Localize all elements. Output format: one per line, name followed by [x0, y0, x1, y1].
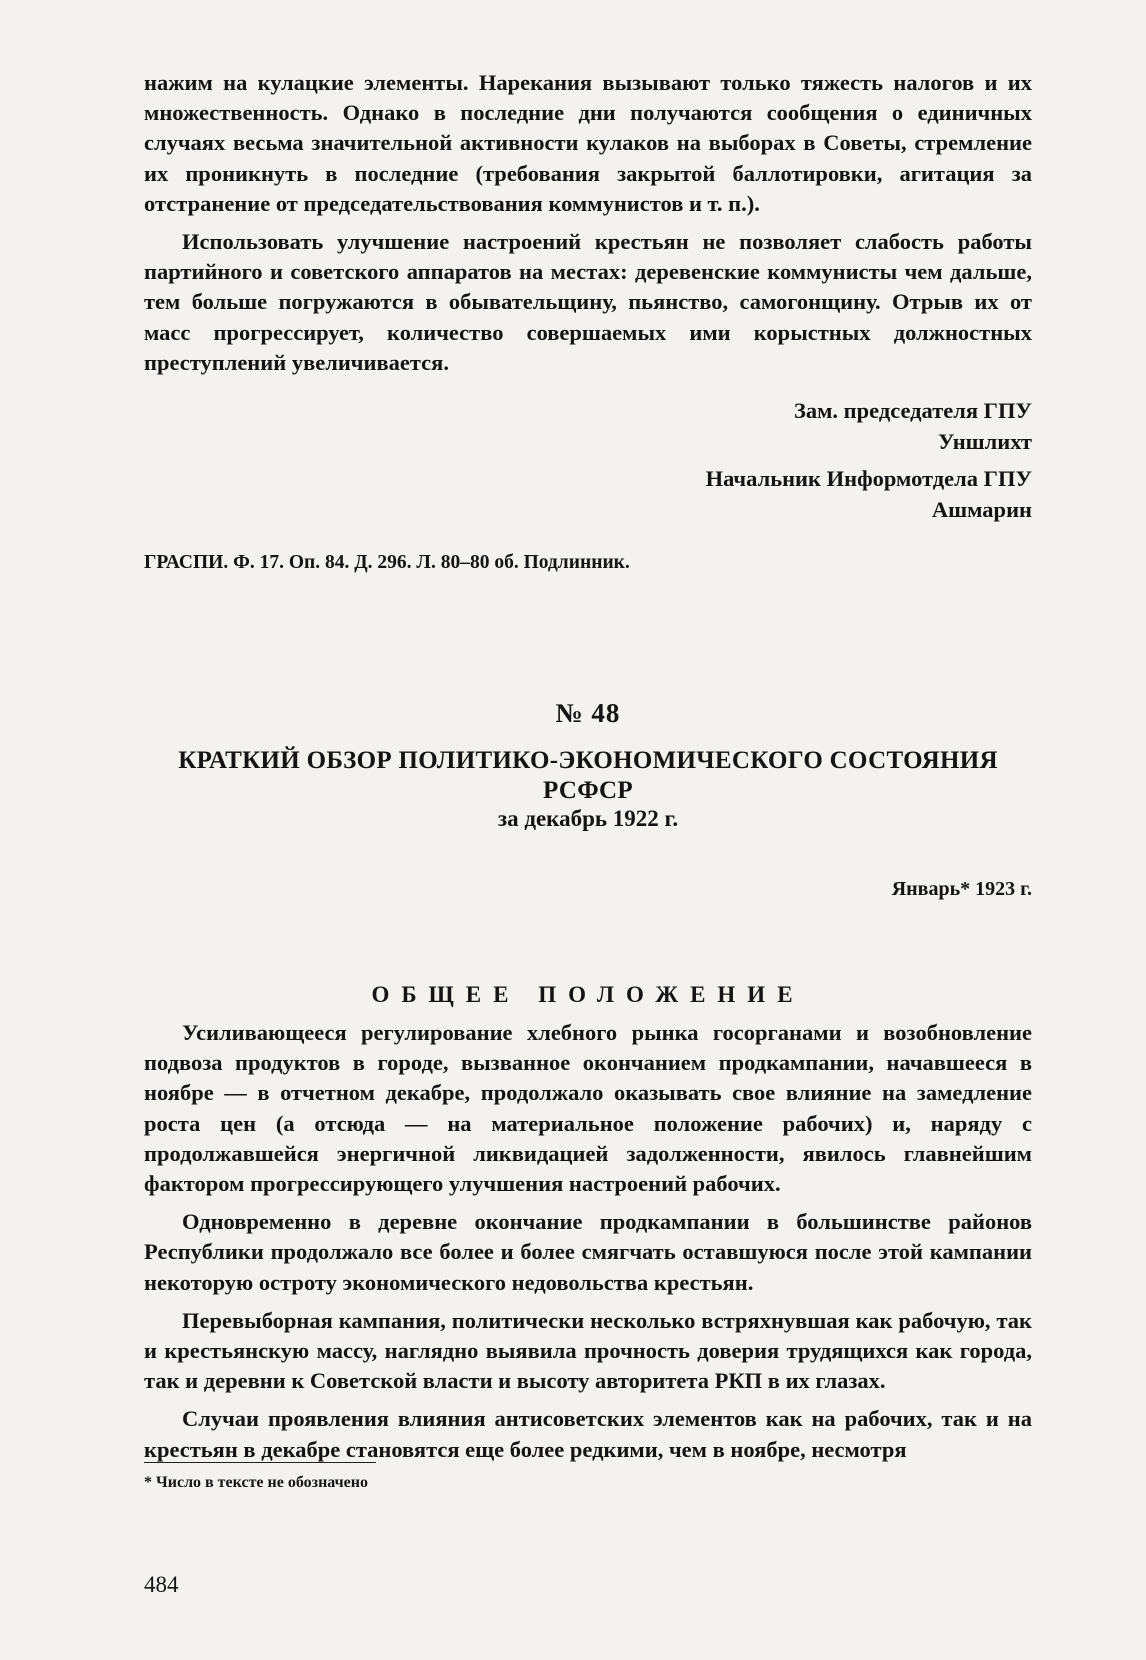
- document-date-block: [144, 878, 1032, 901]
- section-heading-block: [144, 982, 1032, 1008]
- signature-name-2: Ашмарин: [931, 496, 1032, 522]
- document-number-block: [144, 698, 1032, 729]
- top-paragraph-2: Использовать улучшение настроений крестьян не позволяет слабость работы партийного и советского аппаратов на местах: деревенские коммунисты чем дальше, тем больше погружаются в обывательщину, пьянство, самогонщину. Отрыв их от масс прогрессирует, количество совершаемых ими корыстных должностных преступлений увеличивается.: [144, 229, 1032, 375]
- archive-ref-text: ГРАСПИ. Ф. 17. Оп. 84. Д. 296. Л. 80–80 об. Подлинник.: [144, 552, 630, 573]
- document-number: № 48: [555, 698, 621, 728]
- document-title-line1: КРАТКИЙ ОБЗОР ПОЛИТИКО-ЭКОНОМИЧЕСКОГО СОСТОЯНИЯ: [178, 747, 998, 774]
- archive-reference: [144, 552, 1032, 574]
- top-text-block: [144, 68, 1032, 386]
- main-paragraph-1: Усиливающееся регулирование хлебного рынка госорганами и возобновление подвоза продуктов в городе, вызванное окончанием продкампании, начавшееся в ноябре — в отчетном декабре, продолжало оказывать свое влияние на замедление роста цен (а отсюда — на материальное положение рабочих) и, наряду с продолжавшейся энергичной ликвидацией задолженности, явилось главнейшим фактором прогрессирующего улучшения настроений рабочих.: [144, 1020, 1032, 1197]
- page-number: 484: [144, 1572, 179, 1597]
- section-heading: ОБЩЕЕ ПОЛОЖЕНИЕ: [371, 982, 805, 1007]
- document-date: Январь* 1923 г.: [891, 878, 1032, 900]
- document-title-line2: РСФСР: [543, 777, 633, 804]
- top-paragraph-1: нажим на кулацкие элементы. Нарекания вызывают только тяжесть налогов и их множественность. Однако в последние дни получаются сообщения о единичных случаях весьма значительной активности кулаков на выборах в Советы, стремление их проникнуть в последние (требования закрытой баллотировки, агитация за отстранение от председательствования коммунистов и т. п.).: [144, 70, 1032, 216]
- document-subtitle: за декабрь 1922 г.: [497, 806, 679, 831]
- footnote-divider: [144, 1462, 376, 1463]
- main-text-block: [144, 1018, 1032, 1473]
- main-paragraph-4: Случаи проявления влияния антисоветских элементов как на рабочих, так и на крестьян в декабре становятся еще более редкими, чем в ноябре, несмотря: [144, 1406, 1032, 1462]
- footnote-block: [144, 1474, 1032, 1492]
- main-paragraph-3: Перевыборная кампания, политически несколько встряхнувшая как рабочую, так и крестьянскую массу, наглядно выявила прочность доверия трудящихся как города, так и деревни к Советской власти и высоту авторитета РКП в их глазах.: [144, 1307, 1032, 1394]
- signature-title-2: Начальник Информотдела ГПУ: [705, 466, 1032, 491]
- signature-block: [144, 396, 1032, 525]
- footnote-text: * Число в тексте не обозначено: [144, 1474, 368, 1491]
- main-paragraph-2: Одновременно в деревне окончание продкампании в большинстве районов Республики продолжало все более и более смягчать оставшуюся после этой кампании некоторую остроту экономического недовольства крестьян.: [144, 1209, 1032, 1295]
- document-title-block: [144, 746, 1032, 832]
- signature-name-1: Уншлихт: [938, 428, 1032, 454]
- signature-title-1: Зам. председателя ГПУ: [793, 398, 1032, 423]
